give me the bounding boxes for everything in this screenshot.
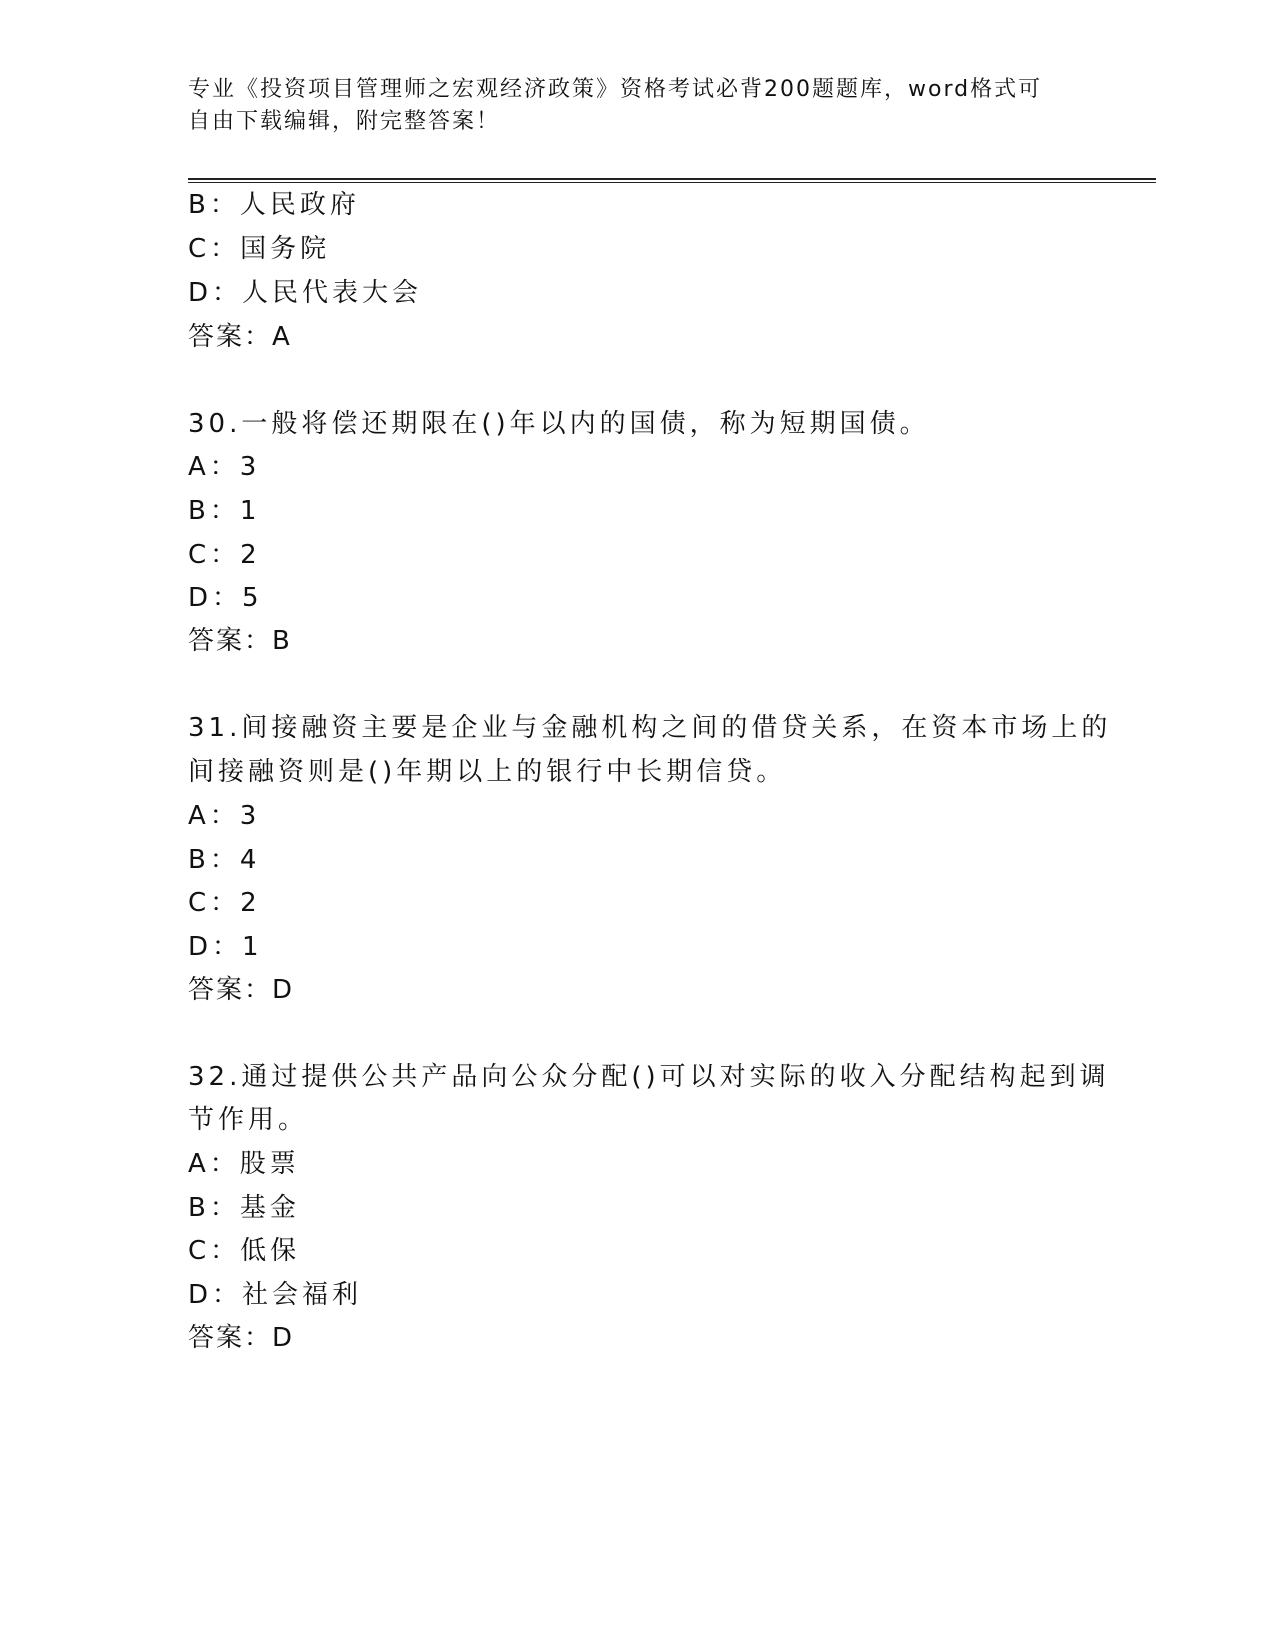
option-d: D：1 bbox=[188, 932, 263, 962]
option-a: A：3 bbox=[188, 452, 261, 482]
option-c: C：低保 bbox=[188, 1236, 301, 1266]
option-b: B：4 bbox=[188, 845, 261, 875]
question-stem-continued: 间接融资则是()年期以上的银行中长期信贷。 bbox=[188, 757, 787, 787]
question-stem: 31.间接融资主要是企业与金融机构之间的借贷关系，在资本市场上的 bbox=[188, 713, 1112, 743]
option-c: C：2 bbox=[188, 888, 261, 918]
option-d: D：社会福利 bbox=[188, 1280, 363, 1310]
answer: 答案：D bbox=[188, 975, 295, 1005]
header-divider-thick bbox=[188, 178, 1156, 180]
question-stem-continued: 节作用。 bbox=[188, 1105, 309, 1135]
answer: 答案：B bbox=[188, 626, 292, 656]
option-d: D：人民代表大会 bbox=[188, 278, 423, 308]
option-c: C：2 bbox=[188, 540, 261, 570]
document-header bbox=[188, 74, 1078, 138]
option-b: B：人民政府 bbox=[188, 190, 360, 220]
option-a: A：股票 bbox=[188, 1149, 300, 1179]
answer: 答案：D bbox=[188, 1323, 295, 1353]
option-b: B：1 bbox=[188, 496, 261, 526]
header-line-2: 自由下载编辑，附完整答案！ bbox=[188, 109, 501, 134]
header-line-1: 专业《投资项目管理师之宏观经济政策》资格考试必背200题题库，word格式可 bbox=[188, 77, 1043, 102]
answer: 答案：A bbox=[188, 322, 292, 352]
question-stem: 30.一般将偿还期限在()年以内的国债，称为短期国债。 bbox=[188, 409, 930, 439]
option-d: D：5 bbox=[188, 583, 263, 613]
header-divider-thin bbox=[188, 182, 1156, 183]
question-stem: 32.通过提供公共产品向公众分配()可以对实际的收入分配结构起到调 bbox=[188, 1062, 1110, 1092]
option-b: B：基金 bbox=[188, 1193, 300, 1223]
option-c: C：国务院 bbox=[188, 234, 331, 264]
option-a: A：3 bbox=[188, 801, 261, 831]
